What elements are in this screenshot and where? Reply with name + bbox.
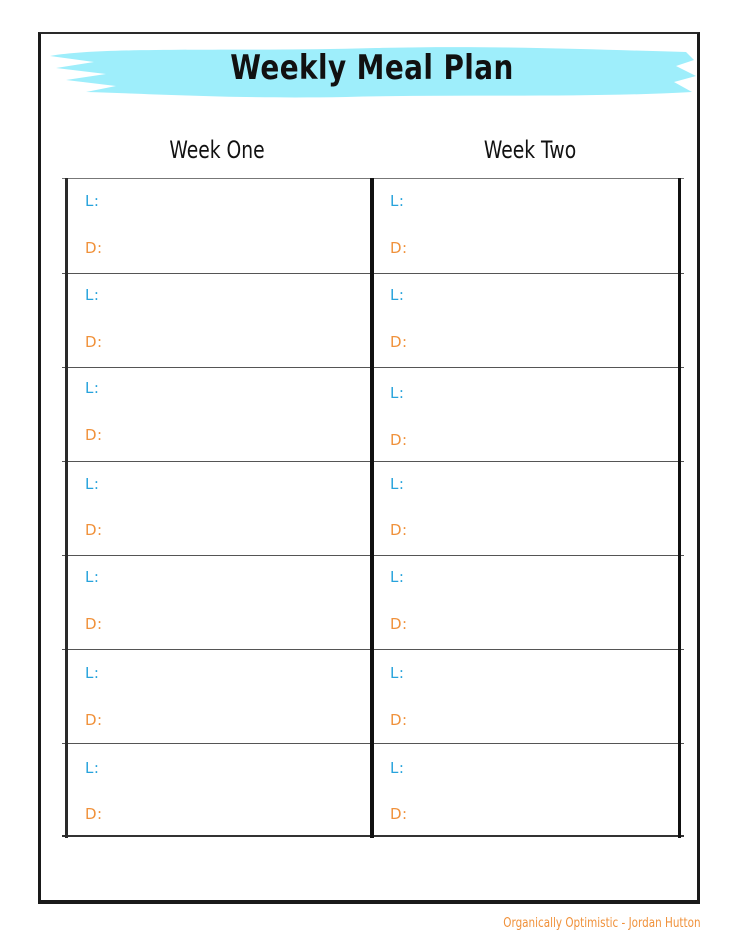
week-two-lunch-label: L:: [390, 192, 405, 210]
week-two-dinner-label: D:: [390, 431, 408, 449]
week-one-dinner-label: D:: [85, 333, 103, 351]
week-one-lunch-label: L:: [85, 192, 100, 210]
meal-plan-grid: [62, 178, 684, 838]
week-two-lunch-label: L:: [390, 475, 405, 493]
grid-border-right: [678, 178, 681, 838]
week-one-dinner-label: D:: [85, 711, 103, 729]
week-one-dinner-label: D:: [85, 426, 103, 444]
week-two-dinner-label: D:: [390, 521, 408, 539]
week-one-dinner-label: D:: [85, 239, 103, 257]
footer-credit: Organically Optimistic - Jordan Hutton: [503, 916, 701, 931]
week-two-header: Week Two: [483, 136, 577, 164]
week-one-lunch-label: L:: [85, 568, 100, 586]
week-one-header: Week One: [169, 136, 265, 164]
week-one-dinner-label: D:: [85, 521, 103, 539]
week-one-lunch-label: L:: [85, 379, 100, 397]
week-two-lunch-label: L:: [390, 384, 405, 402]
title-banner: [46, 42, 698, 100]
week-two-lunch-label: L:: [390, 568, 405, 586]
week-one-lunch-label: L:: [85, 475, 100, 493]
week-two-lunch-label: L:: [390, 759, 405, 777]
week-one-dinner-label: D:: [85, 615, 103, 633]
week-two-dinner-label: D:: [390, 805, 408, 823]
week-two-lunch-label: L:: [390, 664, 405, 682]
week-one-dinner-label: D:: [85, 805, 103, 823]
week-one-lunch-label: L:: [85, 664, 100, 682]
grid-border-left: [65, 178, 68, 838]
week-two-dinner-label: D:: [390, 333, 408, 351]
week-one-lunch-label: L:: [85, 286, 100, 304]
week-two-dinner-label: D:: [390, 615, 408, 633]
week-one-lunch-label: L:: [85, 759, 100, 777]
week-two-dinner-label: D:: [390, 711, 408, 729]
week-two-lunch-label: L:: [390, 286, 405, 304]
page-title: Weekly Meal Plan: [230, 48, 514, 88]
grid-divider-middle: [370, 178, 374, 838]
week-two-dinner-label: D:: [390, 239, 408, 257]
